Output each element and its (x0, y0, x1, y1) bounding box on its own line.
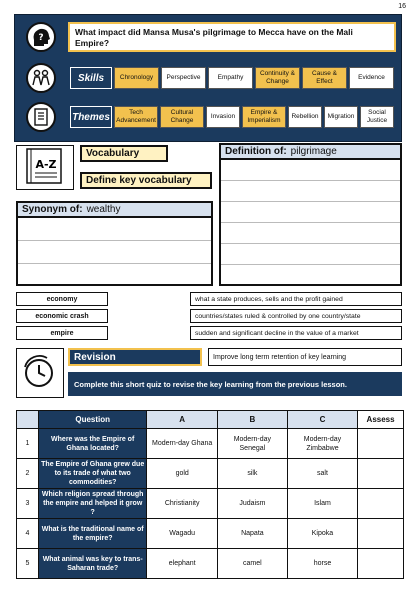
quiz-option-b[interactable]: silk (217, 459, 287, 489)
theme-invasion: Invasion (206, 106, 240, 128)
match-word-economy[interactable]: economy (16, 292, 108, 306)
skill-evidence: Evidence (349, 67, 394, 89)
dictionary-icon (16, 145, 74, 190)
quiz-option-a[interactable]: gold (147, 459, 218, 489)
quiz-row-number: 1 (17, 429, 39, 459)
match-definition-2[interactable]: countries/states ruled & controlled by one country/state (190, 309, 402, 323)
table-row (17, 549, 404, 579)
quiz-assess-cell[interactable] (358, 519, 404, 549)
quiz-instruction: Complete this short quiz to revise the key learning from the previous lesson. (68, 372, 402, 396)
quiz-option-a[interactable]: Wagadu (147, 519, 218, 549)
quiz-option-a[interactable]: Christianity (147, 489, 218, 519)
definition-writing-area[interactable] (219, 160, 402, 286)
dictionary-icon-label: A-Z (35, 158, 57, 171)
definition-word: pilgrimage (290, 146, 337, 157)
table-row (17, 459, 404, 489)
theme-cultural-change: Cultural Change (160, 106, 204, 128)
quiz-assess-cell[interactable] (358, 429, 404, 459)
quiz-option-c[interactable]: Modern-day Zimbabwe (287, 429, 357, 459)
themes-label: Themes (70, 106, 112, 128)
quiz-header-row (17, 411, 404, 429)
quiz-question-text: The Empire of Ghana grew due to its trade of what two commodities? (38, 459, 146, 489)
vocabulary-title: Vocabulary (80, 145, 168, 162)
quiz-question-text: What is the traditional name of the empire? (38, 519, 146, 549)
match-word-economic-crash[interactable]: economic crash (16, 309, 108, 323)
quiz-option-b[interactable]: Napata (217, 519, 287, 549)
quiz-option-c[interactable]: salt (287, 459, 357, 489)
quiz-assess-cell[interactable] (358, 489, 404, 519)
quiz-option-b[interactable]: Modern-day Senegal (217, 429, 287, 459)
theme-social-justice: Social Justice (360, 106, 394, 128)
quiz-option-b[interactable]: camel (217, 549, 287, 579)
quiz-header-assess: Assess (358, 411, 404, 429)
theme-migration: Migration (324, 106, 358, 128)
table-row (17, 429, 404, 459)
theme-empire-imperialism: Empire & Imperialism (242, 106, 286, 128)
quiz-question-text: Where was the Empire of Ghana located? (38, 429, 146, 459)
page-number: 16 (398, 3, 406, 10)
quiz-row-number: 3 (17, 489, 39, 519)
synonym-word: wealthy (86, 204, 121, 215)
definition-title (219, 143, 402, 160)
quiz-option-c[interactable]: Islam (287, 489, 357, 519)
quiz-option-a[interactable]: elephant (147, 549, 218, 579)
quiz-row-number: 2 (17, 459, 39, 489)
clock-icon (16, 348, 64, 398)
skills-label: Skills (70, 67, 112, 89)
quiz-question-text: What animal was key to trans-Saharan trade? (38, 549, 146, 579)
define-key-vocabulary: Define key vocabulary (80, 172, 212, 189)
question-head-icon (26, 22, 56, 52)
quiz-option-c[interactable]: horse (287, 549, 357, 579)
skill-continuity-change: Continuity & Change (255, 67, 300, 89)
quiz-option-c[interactable]: Kipoka (287, 519, 357, 549)
revision-title: Revision (68, 348, 202, 366)
themes-scroll-icon (26, 102, 56, 132)
skills-people-icon (26, 63, 56, 93)
synonym-writing-area[interactable] (16, 218, 213, 286)
skill-empathy: Empathy (208, 67, 253, 89)
quiz-header-question: Question (38, 411, 146, 429)
lesson-question: What impact did Mansa Musa's pilgrimage to Mecca have on the Mali Empire? (68, 22, 396, 52)
match-definition-3[interactable]: sudden and significant decline in the value of a market (190, 326, 402, 340)
quiz-option-b[interactable]: Judaism (217, 489, 287, 519)
synonym-label: Synonym of: (22, 204, 83, 215)
quiz-table (16, 410, 404, 579)
quiz-header-number (17, 411, 39, 429)
table-row (17, 489, 404, 519)
svg-text:?: ? (38, 33, 44, 43)
quiz-row-number: 5 (17, 549, 39, 579)
revision-note: Improve long term retention of key learning (208, 348, 402, 366)
match-definition-1[interactable]: what a state produces, sells and the profit gained (190, 292, 402, 306)
skill-cause-effect: Cause & Effect (302, 67, 347, 89)
quiz-header-c: C (287, 411, 357, 429)
quiz-question-text: Which religion spread through the empire and helped it grow ? (38, 489, 146, 519)
quiz-row-number: 4 (17, 519, 39, 549)
theme-tech-advancement: Tech Advancement (114, 106, 158, 128)
quiz-assess-cell[interactable] (358, 459, 404, 489)
theme-rebellion: Rebellion (288, 106, 322, 128)
match-word-empire[interactable]: empire (16, 326, 108, 340)
quiz-option-a[interactable]: Modern-day Ghana (147, 429, 218, 459)
synonym-title (16, 201, 213, 218)
quiz-header-b: B (217, 411, 287, 429)
table-row (17, 519, 404, 549)
skill-perspective: Perspective (161, 67, 206, 89)
definition-label: Definition of: (225, 146, 287, 157)
quiz-header-a: A (147, 411, 218, 429)
quiz-assess-cell[interactable] (358, 549, 404, 579)
skill-chronology: Chronology (114, 67, 159, 89)
